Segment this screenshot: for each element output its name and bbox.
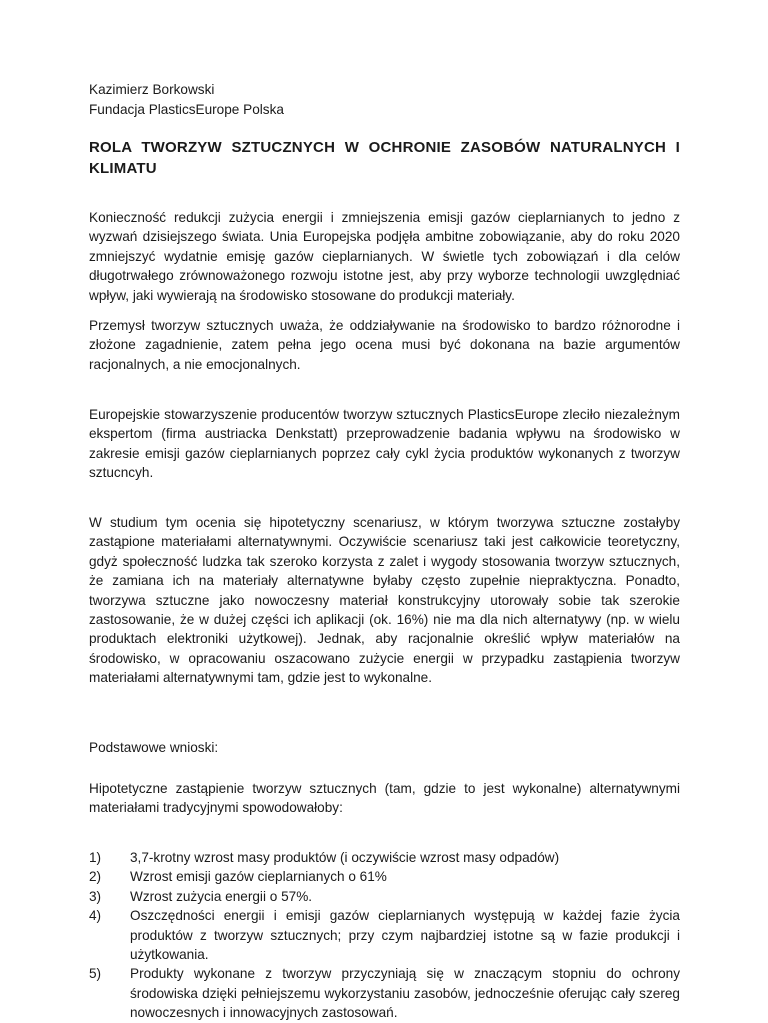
paragraph-conclusions-intro: Hipotetyczne zastąpienie tworzyw sztucznych (tam, gdzie to jest wykonalne) alternatywnymi materiałami tradycyjnymi spowodowałoby:: [89, 781, 680, 816]
list-item-number: 2): [89, 869, 102, 885]
paragraph-intro: Konieczność redukcji zużycia energii i zmniejszenia emisji gazów cieplarnianych to jedno z wyzwań dzisiejszego świata. Unia Europejska podjęła ambitne zobowiązanie, aby do roku 2020 zmniejszyć wydatnie emisję gazów cieplarnianych. W świetle tych zobowiązań i dla celów długotrwałego zrównoważonego rozwoju istotne jest, aby przy wyborze technologii uwzględniać wpływ, jaki wywierają na środowisko stosowane do produkcji materiały.: [89, 210, 680, 303]
paragraph-scenario: W studium tym ocenia się hipotetyczny scenariusz, w którym tworzywa sztuczne zostałyby zastąpione materiałami alternatywnymi. Oczywiście scenariusz taki jest całkowicie teoretyczny, gdyż społeczność ludzka tak szeroko korzysta z zalet i wygody stosowania tworzyw sztucznych, że zamiana ich na materiały alternatywne byłaby często zupełnie niepraktyczna. Ponadto, tworzywa sztuczne jako nowoczesny materiał konstrukcyjny utorowały sobie tak szerokie zastosowanie, że w dużej części ich aplikacji (ok. 16%) nie ma dla nich alternatywy (np. w wielu produktach elektroniki użytkowej). Jednak, aby racjonalnie określić wpływ materiałów na środowisko, w opracowaniu oszacowano zużycie energii w przypadku zastąpienia tworzyw materiałami alternatywnymi tam, gdzie jest to wykonalne.: [89, 515, 680, 686]
list-item-number: 1): [89, 850, 102, 865]
document-title: ROLA TWORZYW SZTUCZNYCH W OCHRONIE ZASOBÓW NATURALNYCH I KLIMATU: [89, 139, 680, 177]
paragraph-study-commission: Europejskie stowarzyszenie producentów tworzyw sztucznych PlasticsEurope zleciło niezależnym ekspertom (firma austriacka Denkstatt) przeprowadzenie badania wpływu na środowisko w zakresie emisji gazów cieplarnianych poprzez cały cykl życia produktów wykonanych z tworzyw sztucncyh.: [89, 407, 680, 481]
list-item: [89, 867, 680, 886]
paragraph-industry-view: Przemysł tworzyw sztucznych uważa, że oddziaływanie na środowisko to bardzo różnorodne i złożone zagadnienie, zatem pełna jego ocena musi być dokonana na bazie argumentów racjonalnych, a nie emocjonalnych.: [89, 318, 680, 372]
author-organization: Fundacja PlasticsEurope Polska: [89, 102, 284, 117]
list-item-text: Produkty wykonane z tworzyw przyczyniają się w znaczącym stopniu do ochrony środowiska dzięki pełniejszemu wykorzystaniu zasobów, jednocześnie oferując cały szereg nowoczesnych i innowacyjnych zastosowań.: [130, 966, 680, 1021]
conclusions-list: [89, 848, 680, 1023]
list-item-text: Oszczędności energii i emisji gazów cieplarnianych występują w każdej fazie życia produktów z tworzyw sztucznych; przy czym najbardziej istotne są w fazie produkcji i użytkowania.: [130, 908, 680, 963]
list-item: [89, 848, 680, 867]
list-item-text: Wzrost zużycia energii o 57%.: [130, 888, 313, 904]
list-item-number: 4): [89, 908, 102, 924]
author-name: Kazimierz Borkowski: [89, 82, 215, 97]
list-item: [89, 906, 680, 964]
paragraph-conclusions-heading: Podstawowe wnioski:: [89, 740, 219, 755]
list-item-text: 3,7-krotny wzrost masy produktów (i oczywiście wzrost masy odpadów): [130, 850, 560, 865]
list-item: [89, 887, 680, 906]
author-block: [89, 80, 284, 120]
list-item-number: 3): [89, 888, 102, 904]
list-item-text: Wzrost emisji gazów cieplarnianych o 61%: [130, 869, 387, 885]
list-item-number: 5): [89, 966, 102, 982]
